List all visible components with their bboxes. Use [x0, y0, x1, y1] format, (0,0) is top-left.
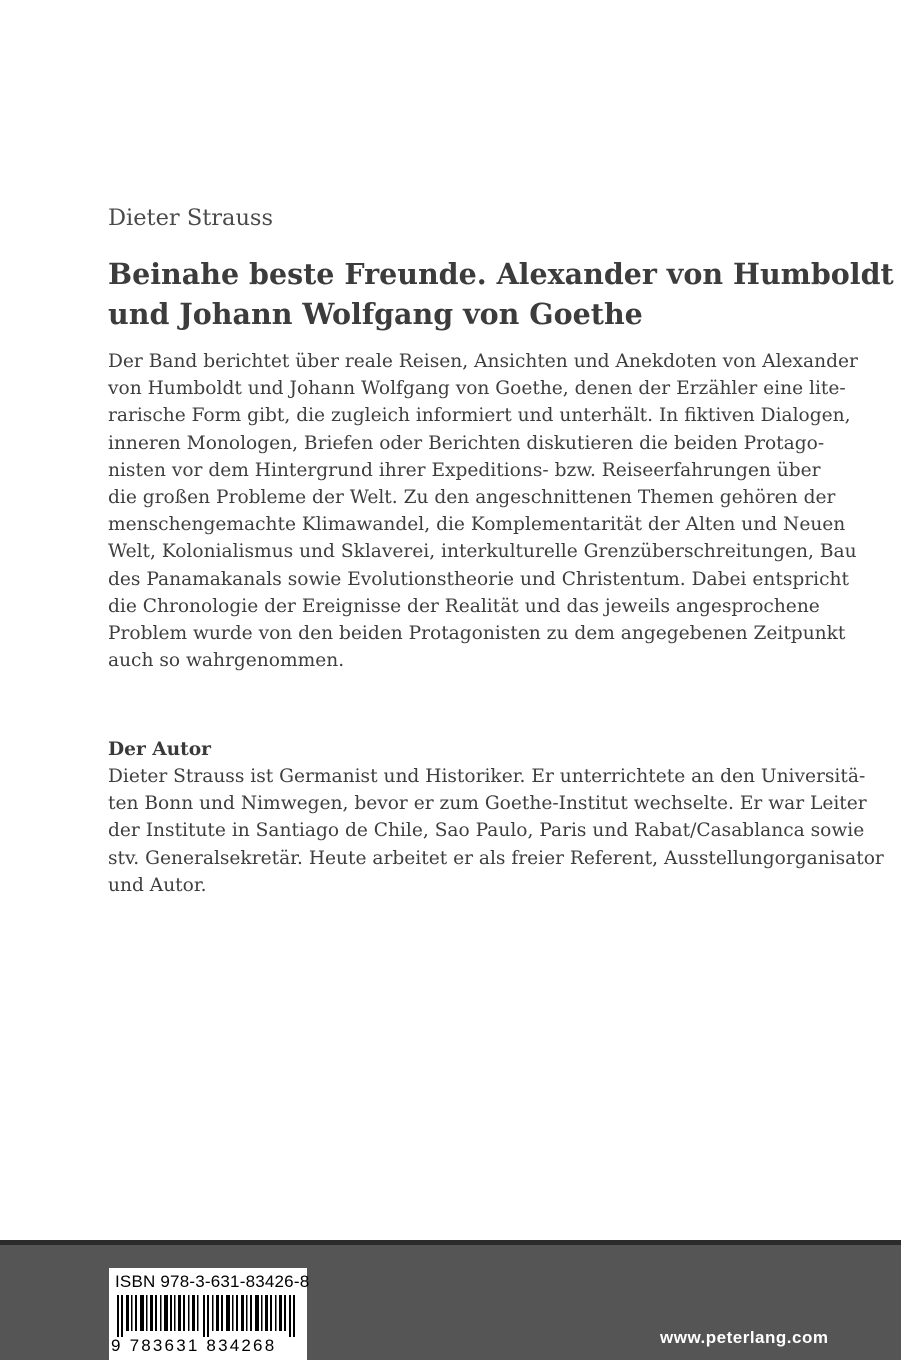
description-line: menschengemachte Klimawandel, die Komplementarität der Alten und Neuen — [108, 514, 846, 536]
description-line: Welt, Kolonialismus und Sklaverei, interkulturelle Grenzüberschreitungen, Bau — [108, 541, 857, 563]
bio-line: stv. Generalsekretär. Heute arbeitet er als freier Referent, Ausstellungorganisator — [108, 847, 884, 869]
title-line: Beinahe beste Freunde. Alexander von Humboldt — [108, 257, 894, 291]
description-line: Problem wurde von den beiden Protagonisten zu dem angegebenen Zeitpunkt — [108, 623, 846, 645]
description-line: die großen Probleme der Welt. Zu den angeschnittenen Themen gehören der — [108, 487, 836, 509]
bio-line: ten Bonn und Nimwegen, bevor er zum Goethe-Institut wechselte. Er war Leiter — [108, 793, 867, 815]
isbn-barcode-box — [109, 1268, 310, 1360]
description-line: rarische Form gibt, die zugleich informiert und unterhält. In fiktiven Dialogen, — [108, 405, 851, 427]
description-line: inneren Monologen, Briefen oder Berichten diskutieren die beiden Protago- — [108, 432, 825, 454]
author-section-heading: Der Autor — [108, 739, 211, 760]
publisher-website: www.peterlang.com — [660, 1328, 829, 1347]
book-title — [108, 254, 894, 334]
book-description — [108, 348, 868, 674]
author-name: Dieter Strauss — [108, 205, 274, 231]
author-bio — [108, 763, 884, 899]
bio-line: der Institute in Santiago de Chile, Sao Paulo, Paris und Rabat/Casablanca sowie — [108, 820, 865, 842]
title-line: und Johann Wolfgang von Goethe — [108, 297, 643, 331]
description-line: nisten vor dem Hintergrund ihrer Expeditions- bzw. Reiseerfahrungen über — [108, 459, 821, 481]
description-line: die Chronologie der Ereignisse der Realität und das jeweils angesprochene — [108, 595, 820, 617]
description-line: von Humboldt und Johann Wolfgang von Goethe, denen der Erzähler eine lite- — [108, 378, 846, 400]
description-line: Der Band berichtet über reale Reisen, Ansichten und Anekdoten von Alexander — [108, 351, 858, 372]
bio-line: Dieter Strauss ist Germanist und Historiker. Er unterrichtete an den Universitä- — [108, 766, 866, 787]
bio-line: und Autor. — [108, 874, 207, 896]
barcode-icon — [117, 1295, 301, 1337]
description-line: auch so wahrgenommen. — [108, 650, 345, 672]
isbn-label: ISBN 978-3-631-83426-8 — [115, 1272, 310, 1291]
description-line: des Panamakanals sowie Evolutionstheorie und Christentum. Dabei entspricht — [108, 568, 849, 590]
barcode-digits: 9 783631 834268 — [111, 1336, 277, 1355]
